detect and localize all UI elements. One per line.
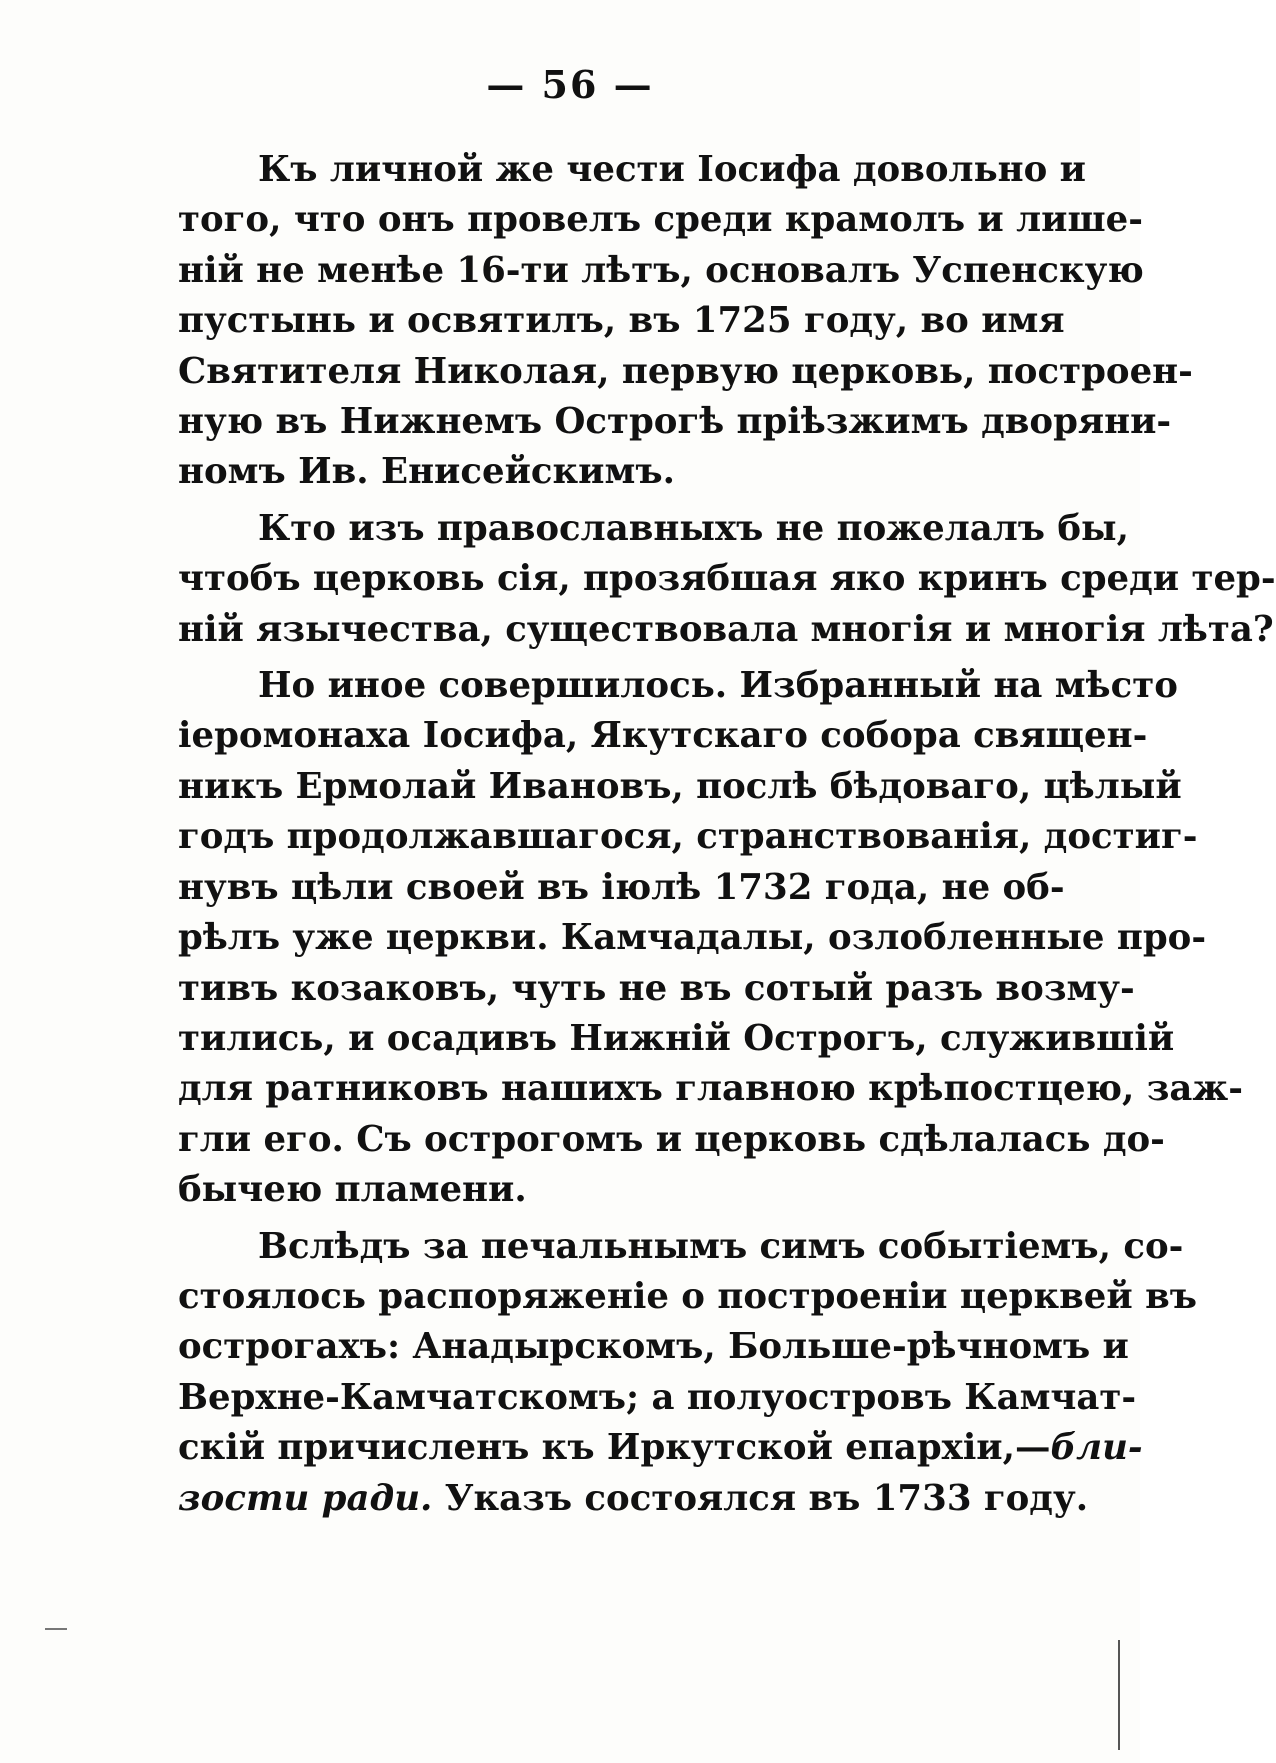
text-line: гли его. Съ острогомъ и церковь сдѣлалась до- <box>178 1118 1165 1160</box>
paragraph-2 <box>178 504 1276 655</box>
text-line: острогахъ: Анадырскомъ, Больше-рѣчномъ и <box>178 1326 1129 1368</box>
text-line: бычею пламени. <box>178 1169 527 1211</box>
text-line: тились, и осадивъ Нижній Острогъ, служившій <box>178 1017 1175 1059</box>
text-line: Вслѣдъ за печальнымъ симъ событіемъ, со- <box>258 1225 1184 1267</box>
text-line: Но иное совершилось. Избранный на мѣсто <box>258 665 1178 707</box>
text-line: Святителя Николая, первую церковь, построен- <box>178 350 1193 392</box>
text-line: ную въ Нижнемъ Острогѣ пріѣзжимъ дворяни- <box>178 401 1172 443</box>
text-line: рѣлъ уже церкви. Камчадалы, озлобленные про- <box>178 917 1207 959</box>
text-line: ній язычества, существовала многія и многія лѣта? <box>178 608 1274 650</box>
text-line: номъ Ив. Енисейскимъ. <box>178 451 675 493</box>
text-line: чтобъ церковь сія, прозябшая яко кринъ среди тер- <box>178 558 1276 600</box>
text-line <box>178 1474 1089 1524</box>
text-line: ній не менѣе 16-ти лѣтъ, основалъ Успенскую <box>178 249 1144 291</box>
scan-edge <box>1118 1640 1120 1750</box>
text-segment: Указъ состоялся въ 1733 году. <box>432 1477 1089 1519</box>
text-line: того, что онъ провелъ среди крамолъ и лише- <box>178 199 1143 241</box>
text-line: іеромонаха Іосифа, Якутскаго собора священ- <box>178 715 1148 757</box>
text-line: никъ Ермолай Ивановъ, послѣ бѣдоваго, цѣлый <box>178 765 1182 807</box>
text-line: Кто изъ православныхъ не пожелалъ бы, <box>258 507 1129 549</box>
text-line: стоялось распоряженіе о построеніи церквей въ <box>178 1275 1197 1317</box>
italic-text: бли- <box>1050 1427 1143 1469</box>
body-text <box>178 145 1276 1524</box>
text-line: тивъ козаковъ, чуть не въ сотый разъ возму- <box>178 967 1135 1009</box>
text-line: для ратниковъ нашихъ главною крѣпостцею, заж- <box>178 1068 1243 1110</box>
text-segment: скій причисленъ къ Иркутской епархіи,— <box>178 1427 1051 1469</box>
scan-mark <box>45 1628 67 1630</box>
text-line: нувъ цѣли своей въ іюлѣ 1732 года, не об- <box>178 866 1065 908</box>
text-line: годъ продолжавшагося, странствованія, достиг- <box>178 816 1198 858</box>
text-line: Къ личной же чести Іосифа довольно и <box>258 149 1087 190</box>
page-number: — 56 — <box>486 62 654 107</box>
text-line: Верхне-Камчатскомъ; а полуостровъ Камчат- <box>178 1376 1137 1418</box>
italic-text: зости ради. <box>178 1477 433 1519</box>
paragraph-1 <box>178 145 1193 498</box>
paragraph-3 <box>178 661 1243 1215</box>
paragraph-4 <box>178 1222 1197 1524</box>
text-line <box>178 1423 1143 1473</box>
text-line: пустынь и освятилъ, въ 1725 году, во имя <box>178 300 1065 342</box>
